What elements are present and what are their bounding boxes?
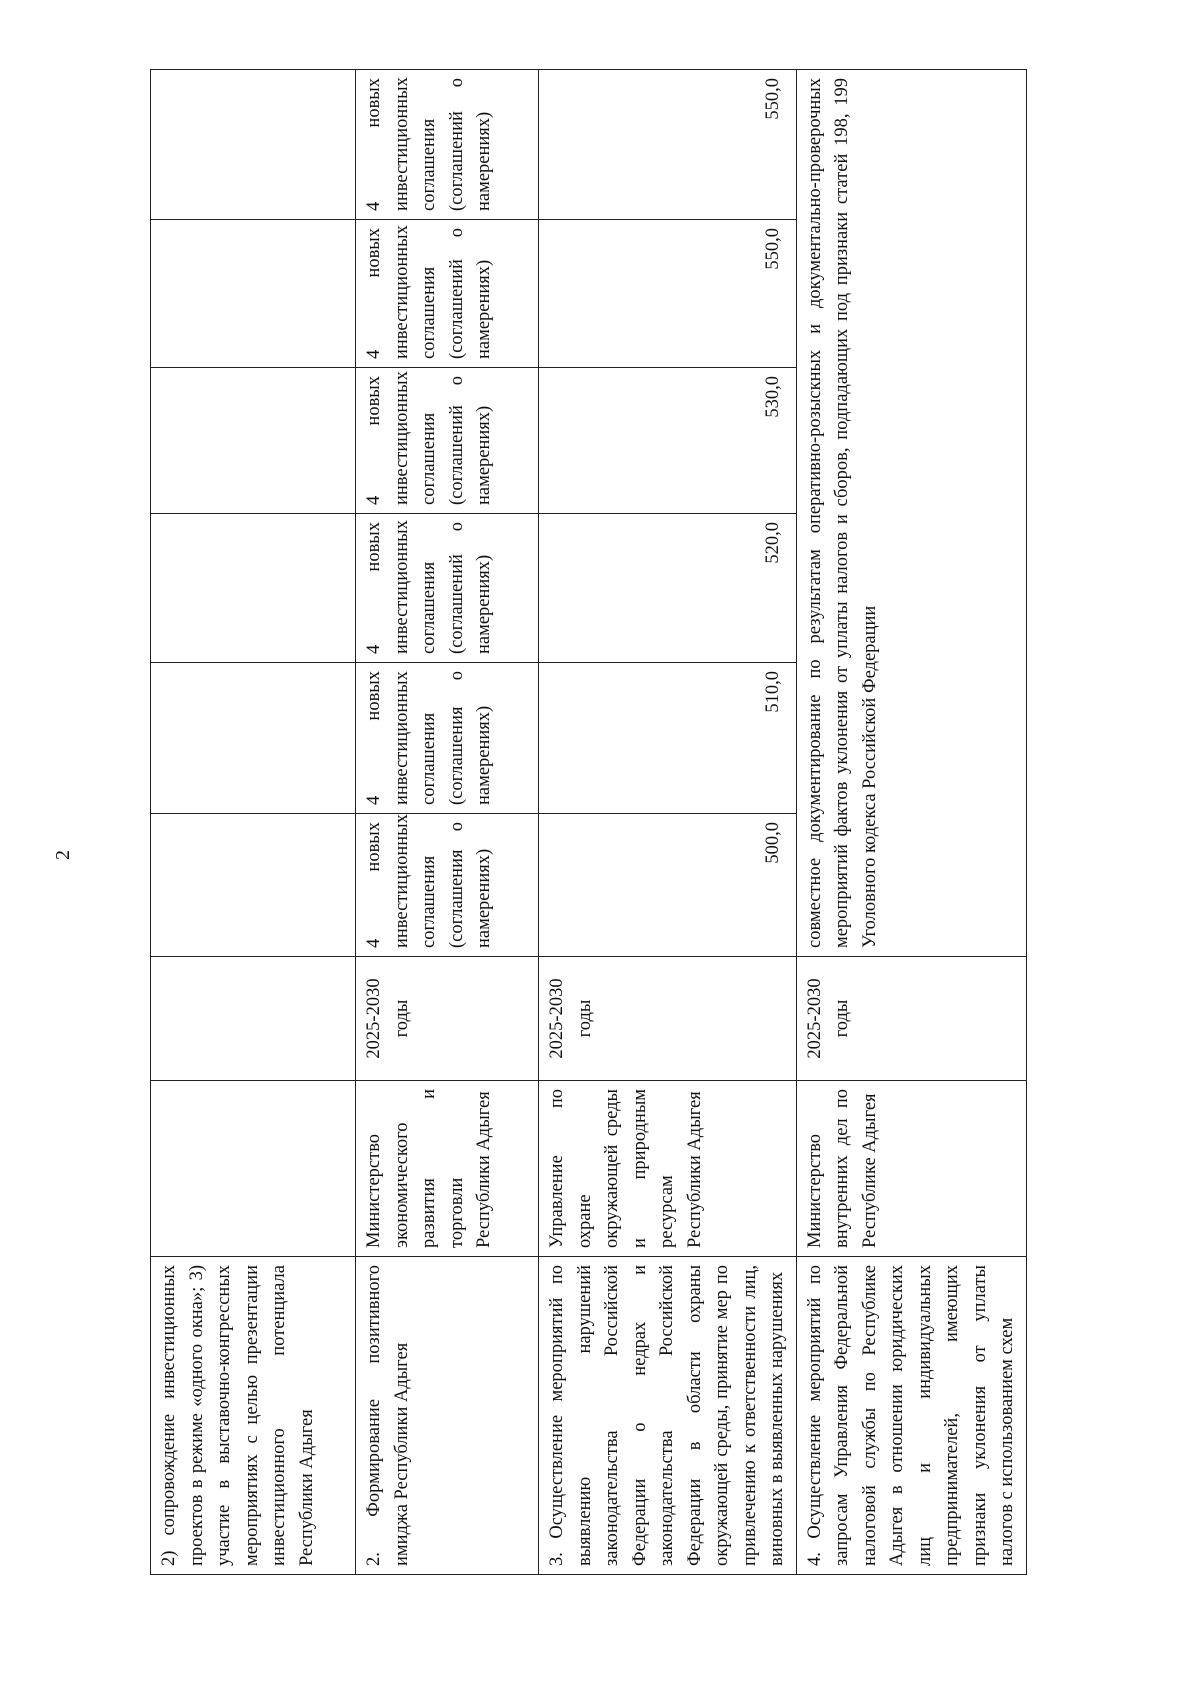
responsible-executor: Управление по охране окружающей среды и природным ресурсам Республики Адыгея [539,1081,797,1257]
indicator-2027 [151,514,356,663]
table-row [539,70,797,1575]
measure-description: 2) сопровождение инвестиционных проектов в режиме «одного окна»; 3) участие в выставочно-конгрессных мероприятиях с целью презентации инвестиционного потенциала Республики Адыгея [151,1257,356,1575]
indicator-2030: 4 новых инвестиционных соглашения (соглашений о намерениях) [356,70,539,220]
implementation-period: 2025-2030 годы [356,957,539,1081]
measure-description: 2. Формирование позитивного имиджа Республики Адыгея [356,1257,539,1575]
indicator-2026: 4 новых инвестиционных соглашения (соглашения о намерениях) [356,663,539,814]
responsible-executor [151,1081,356,1257]
measure-description: 3. Осуществление мероприятий по выявлению нарушений законодательства Российской Федерации о недрах и законодательства Российской Федерации в области охраны окружающей среды, принятие мер по привлечению к ответственности лиц, виновных в выявленных нарушениях [539,1257,797,1575]
indicator-2027: 4 новых инвестиционных соглашения (соглашений о намерениях) [356,514,539,663]
table-row [796,70,1026,1575]
value-2029: 550,0 [539,220,797,368]
indicator-2025: 4 новых инвестиционных соглашения (соглашения о намерениях) [356,814,539,957]
value-2025: 500,0 [539,814,797,957]
indicator-2026 [151,663,356,814]
value-2026: 510,0 [539,663,797,814]
indicator-2029 [151,220,356,368]
measure-description: 4. Осуществление мероприятий по запросам Управления Федеральной налоговой службы по Республике Адыгея в отношении юридических лиц и индивидуальных предпринимателей, имеющих признаки уклонения от уплаты налогов с использованием схем [796,1257,1026,1575]
indicator-2025 [151,814,356,957]
implementation-period: 2025-2030 годы [539,957,797,1081]
indicator-2029: 4 новых инвестиционных соглашения (соглашений о намерениях) [356,220,539,368]
value-2028: 530,0 [539,368,797,514]
value-2030: 550,0 [539,70,797,220]
table-row [356,70,539,1575]
implementation-period: 2025-2030 годы [796,957,1026,1081]
value-2027: 520,0 [539,514,797,663]
indicator-2028 [151,368,356,514]
indicator-2030 [151,70,356,220]
implementation-period [151,957,356,1081]
measures-table-wrapper [150,70,1017,1575]
measures-table [150,69,1027,1575]
responsible-executor: Министерство внутренних дел по Республике Адыгея [796,1081,1026,1257]
page-number: 2 [52,850,74,860]
expected-result-note: совместное документирование по результатам оперативно-розыскных и документально-проверочных мероприятий фактов уклонения от уплаты налогов и сборов, подпадающих под признаки статей 198, 199 Уголовного кодекса Российской Федерации [796,70,1026,957]
indicator-2028: 4 новых инвестиционных соглашения (соглашений о намерениях) [356,368,539,514]
responsible-executor: Министерство экономического развития и торговли Республики Адыгея [356,1081,539,1257]
table-row [151,70,356,1575]
